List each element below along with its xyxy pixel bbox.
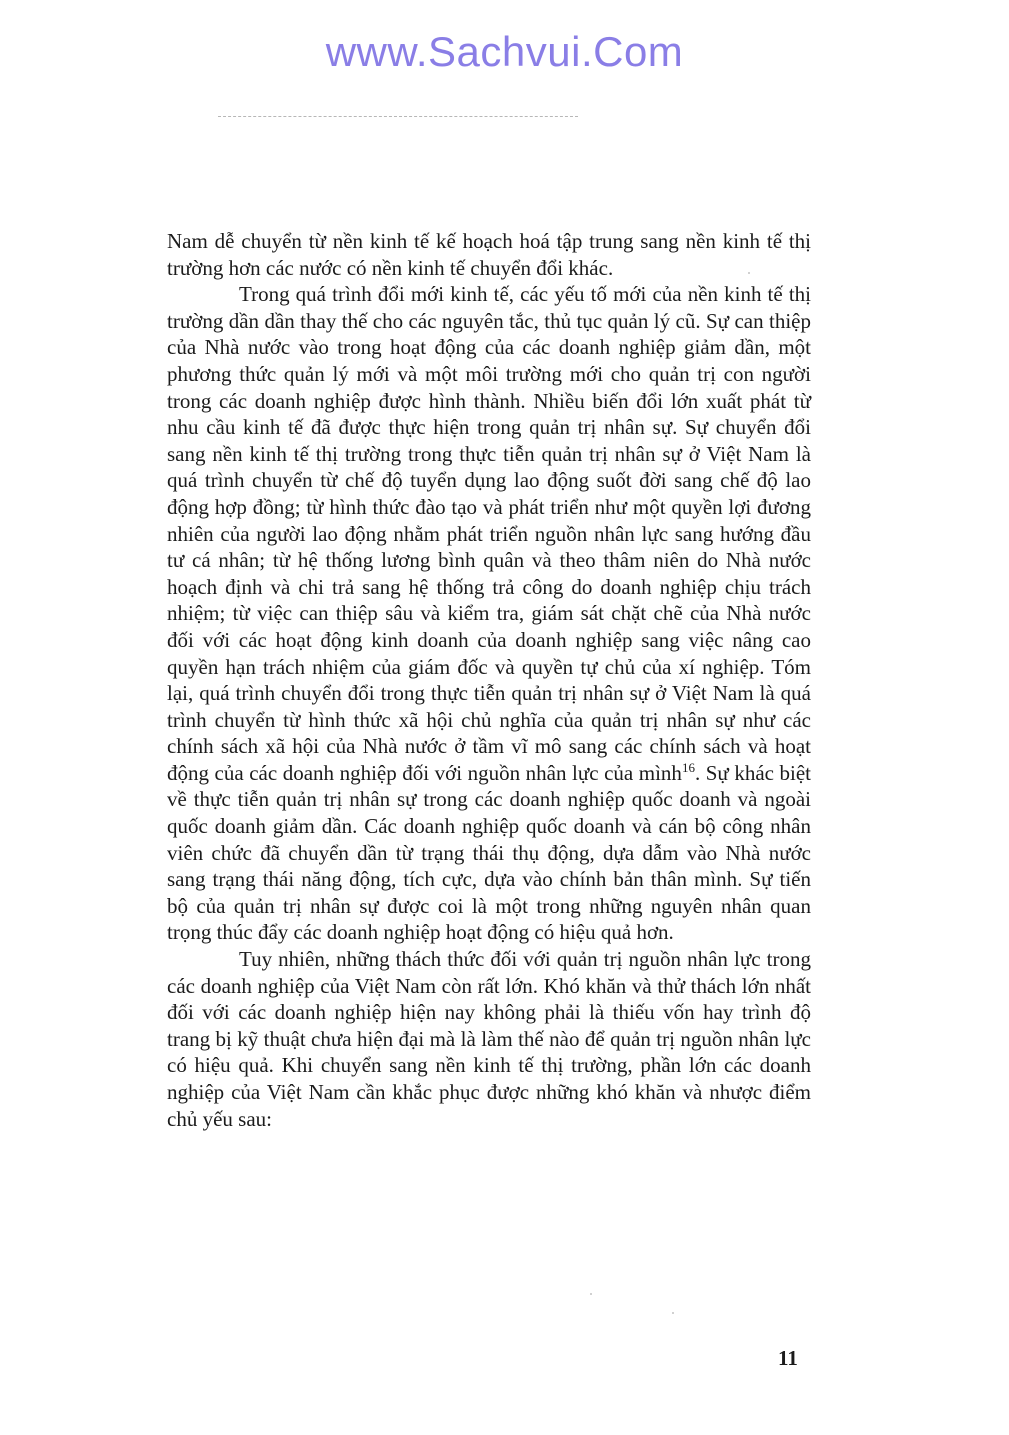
page-number: 11 (778, 1346, 798, 1370)
scan-speck (590, 1293, 592, 1295)
paragraph-challenges: Tuy nhiên, những thách thức đối với quản trị nguồn nhân lực trong các doanh nghiệp của Việt Nam còn rất lớn. Khó khăn và thử thách lớn nhất đối với các doanh nghiệp hiện nay không phải là thiếu vốn hay trình độ trang bị kỹ thuật chưa hiện đại mà là làm thế nào để quản trị nguồn nhân lực có hiệu quả. Khi chuyển sang nền kinh tế thị trường, phần lớn các doanh nghiệp của Việt Nam cần khắc phục được những khó khăn và nhược điểm chủ yếu sau: (167, 947, 811, 1131)
paragraph-economic-reform (167, 281, 811, 946)
scan-speck (672, 1312, 674, 1314)
footnote-reference[interactable]: 16 (681, 759, 695, 775)
paragraph-continuation: Nam dễ chuyển từ nền kinh tế kế hoạch hoá tập trung sang nền kinh tế thị trường hơn các nước có nền kinh tế chuyển đổi khác. (167, 229, 811, 280)
scan-speck (748, 272, 750, 274)
page-body (167, 228, 811, 1132)
paragraph-economic-reform-text-continued: . Sự khác biệt về thực tiễn quản trị nhân sự trong các doanh nghiệp quốc doanh và ngoài quốc doanh giảm dần. Các doanh nghiệp quốc doanh và cán bộ công nhân viên chức đã chuyển dần từ trạng thái thụ động, dựa dẫm vào Nhà nước sang trạng thái năng động, tích cực, dựa vào chính bản thân mình. Sự tiến bộ của quản trị nhân sự được coi là một trong những nguyên nhân quan trọng thúc đẩy các doanh nghiệp hoạt động có hiệu quả hơn. (167, 760, 811, 945)
header-divider (218, 116, 578, 117)
watermark-link[interactable]: www.Sachvui.Com (325, 28, 684, 75)
paragraph-economic-reform-text: Trong quá trình đổi mới kinh tế, các yếu tố mới của nền kinh tế thị trường dần dần thay thế cho các nguyên tắc, thủ tục quản lý cũ. Sự can thiệp của Nhà nước vào trong hoạt động của các doanh nghiệp giảm dần, một phương thức quản lý mới và một môi trường mới cho quản trị con người trong các doanh nghiệp được hình thành. Nhiều biến đổi lớn xuất phát từ nhu cầu kinh tế đã được thực hiện trong quản trị nhân sự. Sự chuyển đổi sang nền kinh tế thị trường trong thực tiễn quản trị nhân sự ở Việt Nam là quá trình chuyển từ chế độ tuyển dụng lao động suốt đời sang chế độ lao động hợp đồng; từ hình thức đào tạo và phát triển như một quyền lợi đương nhiên của người lao động nhằm phát triển nguồn nhân lực sang hướng đầu tư cá nhân; từ hệ thống lương bình quân và theo thâm niên do Nhà nước hoạch định và chi trả sang hệ thống trả công do doanh nghiệp chịu trách nhiệm; từ việc can thiệp sâu và kiểm tra, giám sát chặt chẽ của Nhà nước đối với các hoạt động kinh doanh của doanh nghiệp sang việc nâng cao quyền hạn trách nhiệm của giám đốc và quyền tự chủ của xí nghiệp. Tóm lại, quá trình chuyển đổi trong thực tiễn quản trị nhân sự ở Việt Nam là quá trình chuyển từ hình thức xã hội chủ nghĩa của quản trị nhân sự như các chính sách xã hội của Nhà nước ở tầm vĩ mô sang các chính sách và hoạt động của các doanh nghiệp đối với nguồn nhân lực của mình (167, 282, 811, 785)
